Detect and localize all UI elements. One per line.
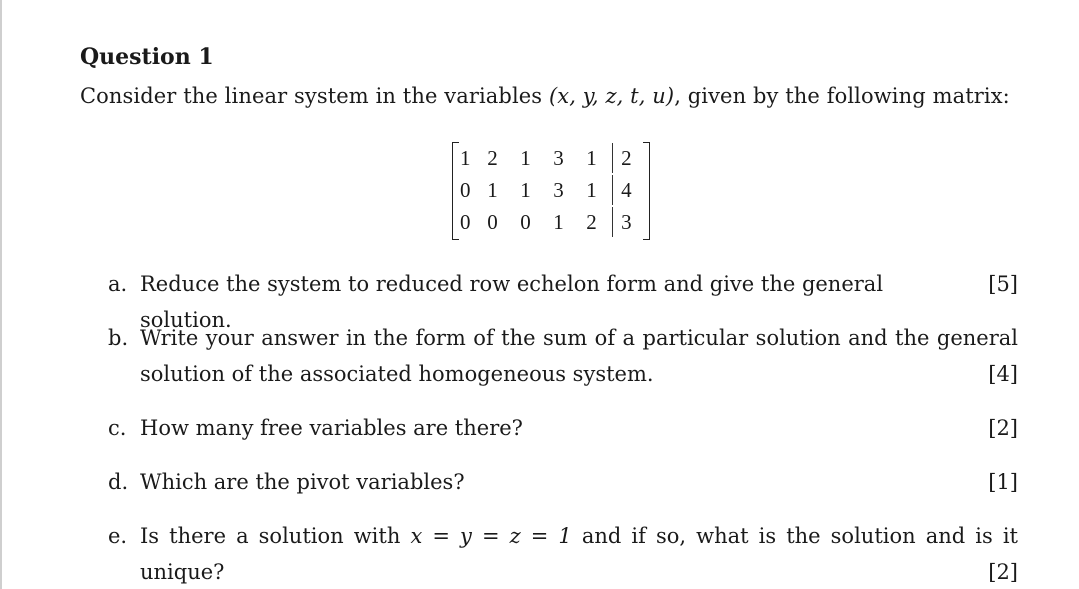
matrix-cell: 1 [520, 177, 531, 202]
intro-text-after: , given by the following matrix: [674, 84, 1010, 108]
matrix-cell: 0 [520, 209, 531, 234]
matrix-cell: 0 [460, 177, 471, 202]
equation-xyz: x = y = z = 1 [410, 524, 572, 548]
matrix-cell: 1 [520, 145, 531, 170]
part-b [108, 320, 1018, 392]
matrix-rhs-cell: 2 [621, 145, 632, 170]
question-block [80, 40, 1020, 108]
part-c [108, 410, 1018, 446]
part-label: a. [108, 272, 128, 296]
part-marks: [4] [988, 362, 1018, 386]
part-d [108, 464, 1018, 500]
matrix-left-bracket [452, 142, 459, 240]
matrix-cell: 1 [487, 177, 498, 202]
part-marks: [2] [988, 416, 1018, 440]
matrix-cell: 0 [487, 209, 498, 234]
matrix-row-2 [452, 174, 650, 206]
matrix-right-bracket [643, 142, 650, 240]
matrix-cell: 2 [487, 145, 498, 170]
part-label: d. [108, 470, 129, 494]
page-left-edge [0, 0, 2, 589]
part-text: Which are the pivot variables? [140, 470, 465, 494]
intro-text-before: Consider the linear system in the variables [80, 84, 549, 108]
part-text: Write your answer in the form of the sum of a particular solution and the general solution of the associated homogeneous system. [140, 326, 1018, 386]
question-parts [108, 266, 1018, 589]
part-label: c. [108, 416, 127, 440]
question-intro [80, 84, 1020, 108]
matrix-cell: 1 [586, 145, 597, 170]
matrix-row-1 [452, 142, 650, 174]
part-text-before: Is there a solution with [140, 524, 411, 548]
matrix-cell: 1 [586, 177, 597, 202]
part-marks: [2] [988, 560, 1018, 584]
part-text: How many free variables are there? [140, 416, 523, 440]
augmentation-line [612, 143, 613, 173]
variables-tuple: (x, y, z, t, u) [548, 84, 675, 108]
matrix-rhs-cell: 3 [621, 209, 632, 234]
augmented-matrix [452, 142, 650, 238]
part-a [108, 266, 1018, 332]
matrix-cell: 1 [553, 209, 564, 234]
matrix-body [452, 142, 650, 238]
matrix-cell: 1 [460, 145, 471, 170]
part-label: e. [108, 524, 128, 548]
augmentation-line [612, 175, 613, 205]
matrix-row-3 [452, 206, 650, 238]
part-text: Reduce the system to reduced row echelon form and give the general solution. [140, 272, 884, 332]
part-marks: [5] [988, 272, 1018, 296]
matrix-cell: 3 [553, 145, 564, 170]
matrix-cell: 3 [553, 177, 564, 202]
part-marks: [1] [988, 470, 1018, 494]
augmentation-line [612, 207, 613, 237]
matrix-rhs-cell: 4 [621, 177, 632, 202]
part-e [108, 518, 1018, 589]
part-label: b. [108, 326, 129, 350]
matrix-cell: 0 [460, 209, 471, 234]
question-title: Question 1 [80, 44, 214, 70]
part-text [140, 518, 1018, 589]
matrix-cell: 2 [586, 209, 597, 234]
part-text-after: and if so, what is the solution and is it unique? [140, 524, 1018, 584]
